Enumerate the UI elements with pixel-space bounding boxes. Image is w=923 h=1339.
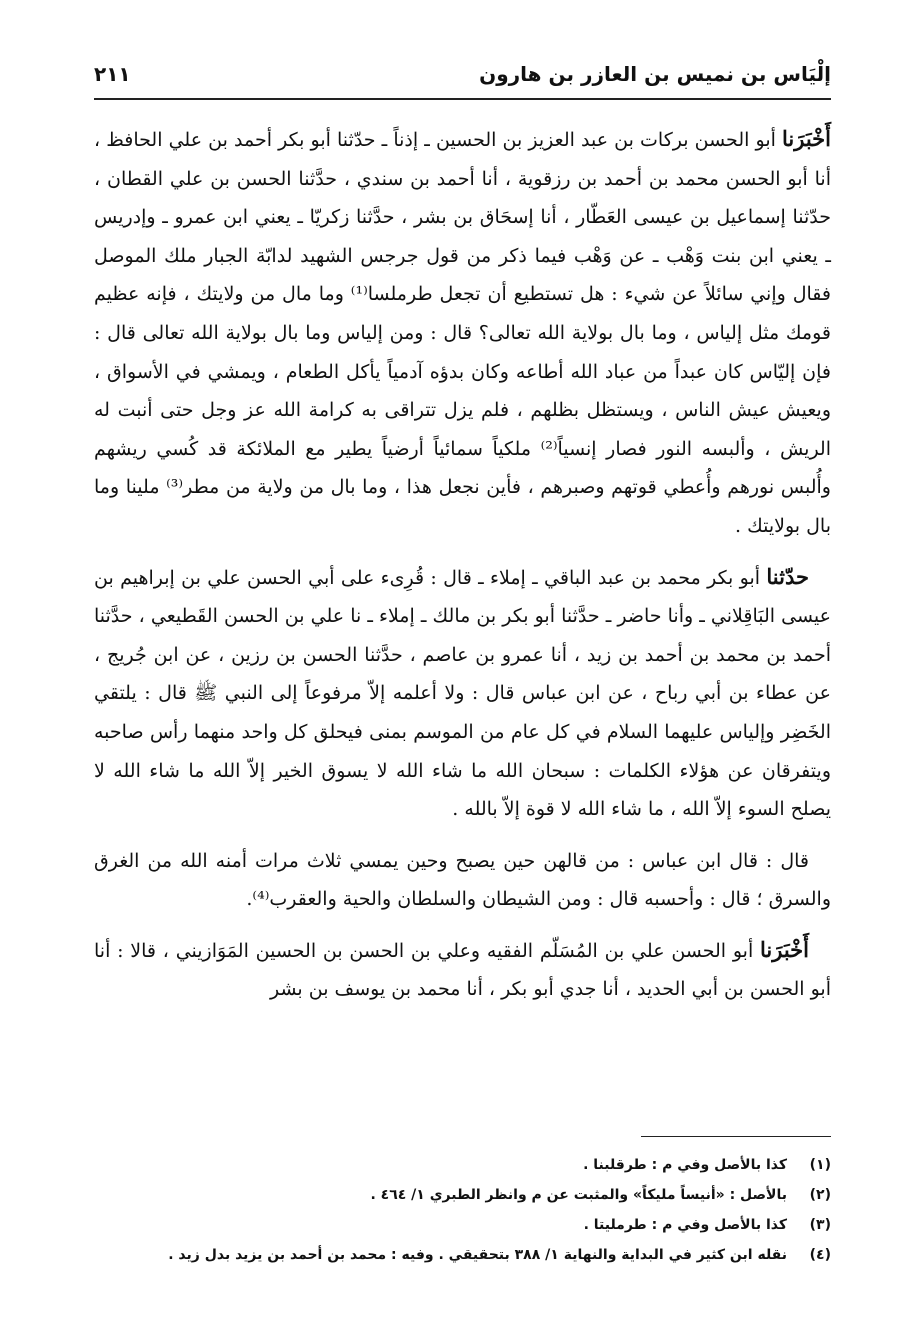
page-number: ٢١١ <box>94 62 131 86</box>
footnote-number: (٣) <box>809 1217 831 1233</box>
footnote-text: بالأصل : «أنيساً مليكاً» والمثبت عن م وانظر الطبري ١/ ٤٦٤ . <box>370 1187 787 1203</box>
paragraph-text: قال : قال ابن عباس : من قالهن حين يصبح وحين يمسي ثلاث مرات أمنه الله من الغرق والسرق ؛ قال : وأحسبه قال : ومن الشيطان والسلطان والحية والعقرب⁽⁴⁾. <box>94 849 831 911</box>
footnote-item <box>94 1240 831 1270</box>
footnote-number: (٢) <box>809 1187 831 1203</box>
main-text <box>94 120 831 1021</box>
paragraph-text: أبو الحسن علي بن المُسَلّم الفقيه وعلي بن الحسن بن الحسين المَوَازيني ، قالا : أنا أبو الحسن بن أبي الحديد ، أنا جدي أبو بكر ، أنا محمد بن يوسف بن بشر <box>94 939 831 1001</box>
paragraph-lead: أَخْبَرَنا <box>760 936 809 962</box>
footnotes <box>94 1150 831 1270</box>
paragraph-text: أبو بكر محمد بن عبد الباقي ـ إملاء ـ قال : قُرِىء على أبي الحسن علي بن إبراهيم بن عيسى البَاقِلاني ـ وأنا حاضر ـ حدَّثنا أبو بكر بن مالك ـ إملاء ـ نا علي بن الحسن القَطيعي ، حدَّثنا أحمد بن محمد بن أحمد بن زيد ، أنا عمرو بن عاصم ، حدَّثنا الحسن بن رزين ، عن ابن جُريج ، عن عطاء بن أبي رباح ، عن ابن عباس قال : ولا أعلمه إلاّ مرفوعاً إلى النبي ﷺ قال : يلتقي الخَضِر وإلياس عليهما السلام في كل عام من الموسم بمنى فيحلق كل واحد منهما رأس صاحبه ويتفرقان عن هؤلاء الكلمات : سبحان الله ما شاء الله لا يسوق الخير إلاّ الله ما شاء الله لا يصلح السوء إلاّ الله ، ما شاء الله لا قوة إلاّ بالله . <box>94 566 831 821</box>
paragraph-4 <box>94 931 831 1009</box>
footnote-number: (٤) <box>809 1247 831 1263</box>
footnote-item <box>94 1150 831 1180</box>
paragraph-lead: حدّثنا <box>766 563 809 589</box>
footnote-text: كذا بالأصل وفي م : طرمليتا . <box>583 1217 787 1233</box>
page-header <box>94 58 831 100</box>
footnote-item <box>94 1210 831 1240</box>
paragraph-text: أبو الحسن بركات بن عبد العزيز بن الحسين ـ إذناً ـ حدّثنا أبو بكر أحمد بن علي الحافظ ، أنا أبو الحسن محمد بن أحمد بن رزقوية ، أنا أحمد بن سندي ، حدَّثنا الحسن بن علي القطان ، حدّثنا إسماعيل بن عيسى العَطّار ، أنا إسحَاق بن بشر ، حدَّثنا زكريّا ـ يعني ابن عمرو ـ وإدريس ـ يعني ابن بنت وَهْب ـ عن وَهْب فيما ذكر من قول جرجس الشهيد لدابّة الجبار ملك الموصل فقال وإني سائلاً عن شيء : هل تستطيع أن تجعل طرملسا⁽¹⁾ وما مال من ولايتك ، فإنه عظيم قومك مثل إلياس ، وما بال بولاية الله تعالى؟ قال : ومن إلياس وما بال بولاية الله تعالى قال : فإن إليّاس كان عبداً من عباد الله أطاعه وكان بدؤه آدمياً يأكل الطعام ، ويمشي في الأسواق ، ويعيش عيش الناس ، ويستظل بظلهم ، فلم يزل تتراقى به كرامة الله عز وجل حتى أنبت له الريش ، وألبسه النور فصار إنسياً⁽²⁾ ملكياً سمائياً أرضياً يطير مع الملائكة قد كُسي ريشهم وأُلبس نورهم وأُعطي قوتهم وصبرهم ، فأين نجعل هذا ، وما بال من ولاية من مطر⁽³⁾ ملينا وما بال بولايتك . <box>94 129 832 537</box>
paragraph-lead: أَخْبَرَنا <box>782 126 831 151</box>
paragraph-1 <box>94 120 831 546</box>
paragraph-3 <box>94 841 831 919</box>
footnote-divider <box>641 1136 831 1137</box>
footnote-text: كذا بالأصل وفي م : طرقلبنا . <box>583 1157 787 1173</box>
footnote-item <box>94 1180 831 1210</box>
footnote-number: (١) <box>809 1157 831 1173</box>
paragraph-2 <box>94 558 831 829</box>
footnote-text: نقله ابن كثير في البداية والنهاية ١/ ٣٨٨ بتحقيقي . وفيه : محمد بن أحمد بن يزيد بدل زيد . <box>168 1247 787 1263</box>
running-title: إلْيَاس بن نميس بن العازر بن هارون <box>479 62 831 86</box>
